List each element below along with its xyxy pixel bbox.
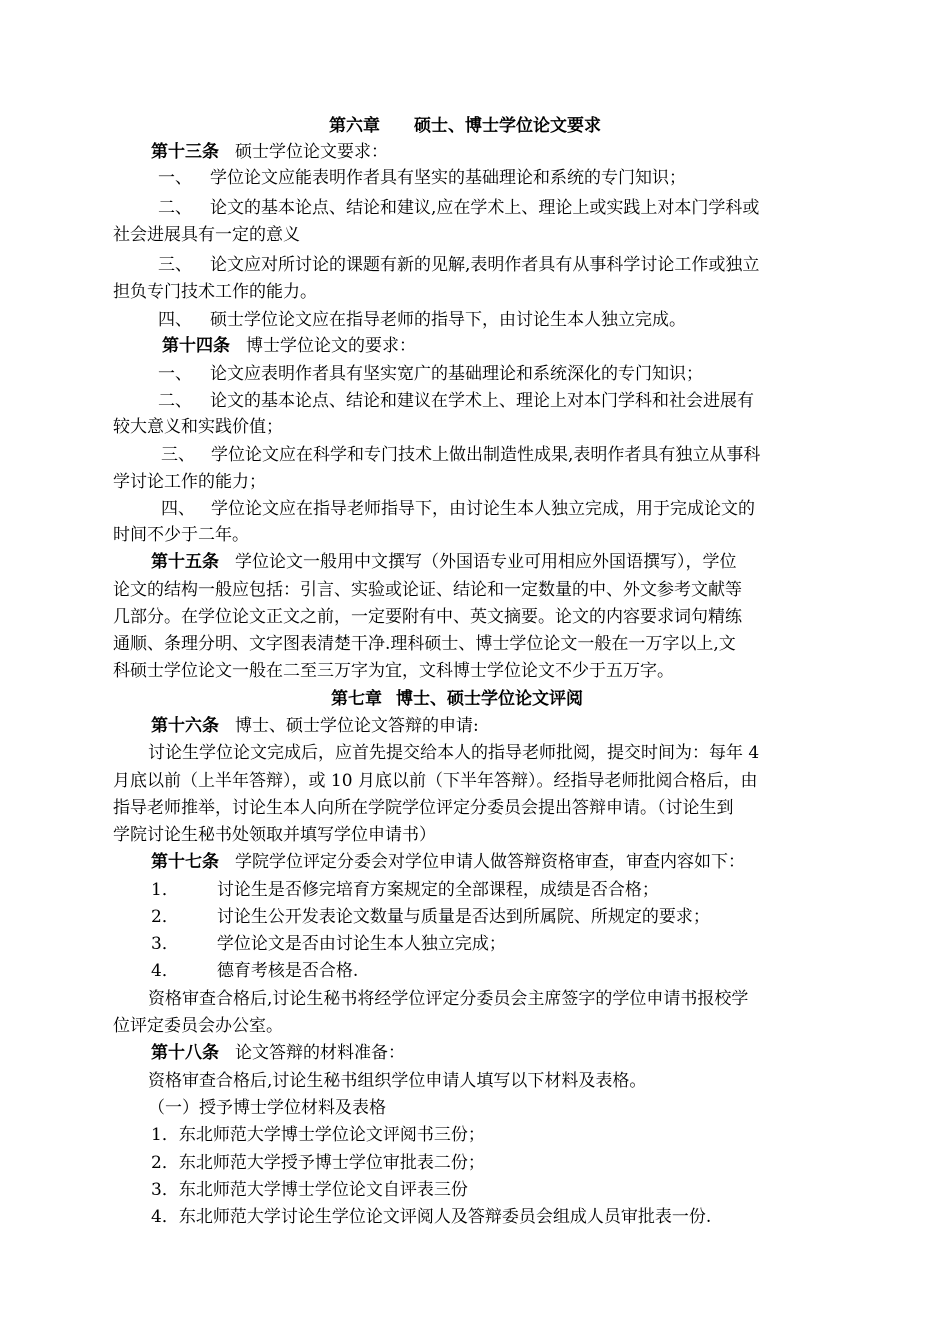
article-17-item-3: [151, 932, 506, 956]
article-16-line-3: [113, 796, 734, 820]
item-text: 论文应对所讨论的课题有新的见解,表明作者具有从事科学讨论工作或独立: [210, 255, 760, 275]
chapter-6-title: 硕士、博士学位论文要求: [414, 116, 601, 136]
paragraph-text: 论文的结构一般应包括：引言、实验或论证、结论和一定数量的中、外文参考文献等: [113, 580, 742, 600]
article-15-line-4: [113, 632, 736, 656]
article-14-item-4-cont: [113, 523, 249, 547]
paragraph-text: 位评定委员会办公室。: [113, 1016, 283, 1036]
item-text: 学位论文是否由讨论生本人独立完成；: [216, 934, 506, 954]
article-13-item-2: [158, 196, 759, 220]
article-18-line-1: [148, 1069, 646, 1093]
article-18-subheading: [148, 1096, 386, 1120]
list-item: 2．东北师范大学授予博士学位审批表二份；: [151, 1153, 485, 1173]
article-18-intro: [151, 1041, 405, 1065]
article-18-material-1: [151, 1123, 485, 1147]
article-13-item-3-cont: [113, 280, 317, 304]
item-text: 学位论文应在科学和专门技术上做出制造性成果,表明作者具有独立从事科: [211, 445, 761, 465]
article-13-text: 硕士学位论文要求：: [235, 142, 388, 162]
article-15-label: 第十五条: [151, 552, 219, 572]
item-text: 时间不少于二年。: [113, 525, 249, 545]
article-17-item-4: [151, 959, 358, 983]
chapter-7-number: 第七章: [331, 689, 382, 709]
article-16-intro: [151, 714, 479, 738]
article-13-intro: [151, 140, 388, 164]
item-text: 学位论文应能表明作者具有坚实的基础理论和系统的专门知识；: [210, 168, 686, 188]
item-text: 德育考核是否合格.: [216, 961, 359, 981]
article-17-label: 第十七条: [151, 852, 219, 872]
article-17-text: 学院学位评定分委会对学位申请人做答辩资格审查，审查内容如下：: [235, 852, 745, 872]
list-item: 4．东北师范大学讨论生学位论文评阅人及答辩委员会组成人员审批表一份.: [151, 1207, 712, 1227]
article-13-label: 第十三条: [151, 142, 219, 162]
article-15-line-1: [151, 550, 737, 574]
article-17-item-2: [151, 905, 710, 929]
chapter-7-title: 博士、硕士学位论文评阅: [396, 689, 583, 709]
item-number: 二、: [158, 198, 192, 218]
paragraph-text: 指导老师推举，讨论生本人向所在学院学位评定分委员会提出答辩申请。（讨论生到: [113, 798, 734, 818]
paragraph-text: 科硕士学位论文一般在二至三万字为宜，文科博士学位论文不少于五万字。: [113, 661, 674, 681]
article-18-label: 第十八条: [151, 1043, 219, 1063]
item-number: 二、: [158, 391, 192, 411]
list-item: 1．东北师范大学博士学位论文评阅书三份；: [151, 1125, 485, 1145]
article-15-line-3: [113, 605, 742, 629]
item-text: 担负专门技术工作的能力。: [113, 282, 317, 302]
article-14-label: 第十四条: [162, 336, 230, 356]
article-17-intro: [151, 850, 745, 874]
item-number: 一、: [158, 364, 192, 384]
article-14-intro: [162, 334, 416, 358]
item-number: 四、: [161, 499, 195, 519]
item-text: 硕士学位论文应在指导老师的指导下，由讨论生本人独立完成。: [210, 310, 686, 330]
article-14-item-1: [158, 362, 703, 386]
article-14-item-4: [161, 497, 755, 521]
item-number: 四、: [158, 310, 192, 330]
item-text: 讨论生公开发表论文数量与质量是否达到所属院、所规定的要求；: [216, 907, 710, 927]
chapter-6-number: 第六章: [329, 116, 380, 136]
chapter-7-heading: [331, 687, 583, 711]
item-number: 三、: [158, 255, 192, 275]
item-text: 学位论文应在指导老师指导下，由讨论生本人独立完成，用于完成论文的: [211, 499, 755, 519]
item-text: 较大意义和实践价值；: [113, 417, 283, 437]
chapter-6-heading: [329, 114, 601, 138]
article-18-text: 论文答辩的材料准备：: [235, 1043, 405, 1063]
article-18-material-3: [151, 1178, 468, 1202]
item-number: 4．: [151, 961, 179, 981]
article-14-item-3: [161, 443, 760, 467]
article-13-item-4: [158, 308, 686, 332]
paragraph-text: 资格审查合格后,讨论生秘书将经学位评定分委员会主席签字的学位申请书报校学: [148, 989, 749, 1009]
article-13-item-1: [158, 166, 686, 190]
article-16-line-4: [113, 823, 436, 847]
article-14-item-2: [158, 389, 754, 413]
article-16-line-2: [113, 769, 757, 793]
item-text: 学讨论工作的能力；: [113, 472, 266, 492]
article-13-item-3: [158, 253, 759, 277]
paragraph-text: 学院讨论生秘书处领取并填写学位申请书）: [113, 825, 436, 845]
item-text: 社会进展具有一定的意义: [113, 225, 300, 245]
item-number: 一、: [158, 168, 192, 188]
article-17-after-2: [113, 1014, 283, 1038]
item-text: 讨论生是否修完培育方案规定的全部课程，成绩是否合格；: [216, 880, 659, 900]
article-18-material-4: [151, 1205, 711, 1229]
paragraph-text: 学位论文一般用中文撰写（外国语专业可用相应外国语撰写），学位: [235, 552, 737, 572]
article-13-item-2-cont: [113, 223, 300, 247]
list-item: 3．东北师范大学博士学位论文自评表三份: [151, 1180, 468, 1200]
article-17-item-1: [151, 878, 659, 902]
article-14-text: 博士学位论文的要求：: [246, 336, 416, 356]
item-number: 1．: [151, 880, 179, 900]
item-text: 论文应表明作者具有坚实宽广的基础理论和系统深化的专门知识；: [210, 364, 703, 384]
article-16-label: 第十六条: [151, 716, 219, 736]
article-17-after-1: [148, 987, 748, 1011]
article-14-item-3-cont: [113, 470, 266, 494]
item-text: 论文的基本论点、结论和建议在学术上、理论上对本门学科和社会进展有: [210, 391, 754, 411]
paragraph-text: 月底以前（上半年答辩），或 10 月底以前（下半年答辩）。经指导老师批阅合格后，由: [113, 771, 758, 791]
paragraph-text: 几部分。在学位论文正文之前，一定要附有中、英文摘要。论文的内容要求词句精练: [113, 607, 742, 627]
article-18-material-2: [151, 1151, 485, 1175]
item-text: 论文的基本论点、结论和建议,应在学术上、理论上或实践上对本门学科或: [210, 198, 760, 218]
paragraph-text: 讨论生学位论文完成后，应首先提交给本人的指导老师批阅，提交时间为：每年 4: [148, 743, 760, 763]
article-16-line-1: [148, 741, 759, 765]
item-number: 3．: [151, 934, 179, 954]
item-number: 三、: [161, 445, 195, 465]
paragraph-text: 通顺、条理分明、文字图表清楚干净.理科硕士、博士学位论文一般在一万字以上,文: [113, 634, 736, 654]
article-15-line-5: [113, 659, 674, 683]
subheading-text: （一）授予博士学位材料及表格: [148, 1098, 386, 1118]
article-16-text: 博士、硕士学位论文答辩的申请:: [235, 716, 479, 736]
item-number: 2．: [151, 907, 179, 927]
article-15-line-2: [113, 578, 742, 602]
article-14-item-2-cont: [113, 415, 283, 439]
paragraph-text: 资格审查合格后,讨论生秘书组织学位申请人填写以下材料及表格。: [148, 1071, 647, 1091]
